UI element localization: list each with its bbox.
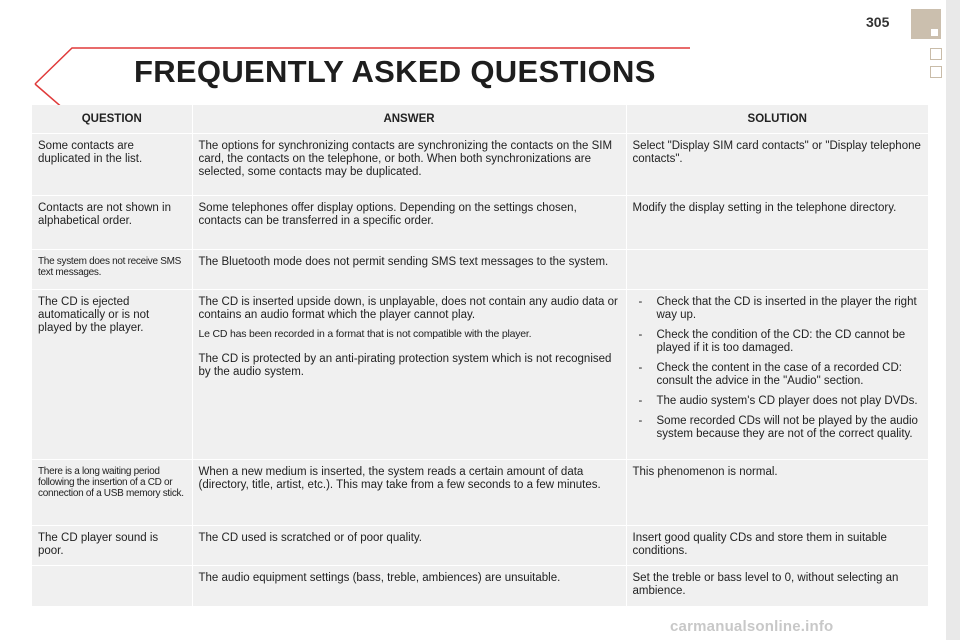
solution-cell: Insert good quality CDs and store them in suitable conditions.	[626, 526, 928, 566]
answer-paragraph: The CD is protected by an anti-pirating protection system which is not recognised by the audio system.	[198, 353, 612, 378]
side-strip	[946, 0, 960, 640]
solution-cell: Modify the display setting in the telephone directory.	[626, 196, 928, 250]
answer-cell: The options for synchronizing contacts are synchronizing the contacts on the SIM card, the contacts on the telephone, or both. When both synchronizations are selected, some contacts may be duplicated.	[192, 134, 626, 196]
table-header-row	[32, 105, 928, 134]
solution-list-item: - Check that the CD is inserted in the player the right way up.	[639, 296, 923, 322]
answer-paragraph: Le CD has been recorded in a format that is not compatible with the player.	[198, 328, 532, 340]
question-cell: Contacts are not shown in alphabetical order.	[32, 196, 192, 250]
chapter-marker-square	[930, 66, 942, 78]
table-row	[32, 290, 928, 460]
solution-list-item: - Check the condition of the CD: the CD cannot be played if it is too damaged.	[639, 329, 923, 355]
answer-cell	[192, 290, 626, 460]
question-cell: The CD player sound is poor.	[32, 526, 192, 566]
solution-cell	[626, 290, 928, 460]
answer-paragraph: The CD is inserted upside down, is unplayable, does not contain any audio data or contains an audio format which the player cannot play.	[198, 296, 618, 321]
table-row	[32, 460, 928, 526]
answer-header: ANSWER	[192, 105, 626, 134]
solution-list-item: - The audio system's CD player does not play DVDs.	[639, 395, 923, 408]
solution-cell: Set the treble or bass level to 0, without selecting an ambience.	[626, 566, 928, 606]
corner-tab	[911, 9, 941, 39]
faq-table	[32, 105, 928, 606]
question-cell: Some contacts are duplicated in the list.	[32, 134, 192, 196]
solution-cell: Select "Display SIM card contacts" or "Display telephone contacts".	[626, 134, 928, 196]
chapter-marker-square	[930, 48, 942, 60]
question-header: QUESTION	[32, 105, 192, 134]
solution-header: SOLUTION	[626, 105, 928, 134]
solution-list	[633, 296, 923, 441]
solution-cell	[626, 250, 928, 290]
solution-list-item: - Some recorded CDs will not be played by the audio system because they are not of the correct quality.	[639, 415, 923, 441]
table-row	[32, 134, 928, 196]
answer-cell: When a new medium is inserted, the system reads a certain amount of data (directory, title, artist, etc.). This may take from a few seconds to a few minutes.	[192, 460, 626, 526]
answer-cell: Some telephones offer display options. Depending on the settings chosen, contacts can be transferred in a specific order.	[192, 196, 626, 250]
answer-cell: The CD used is scratched or of poor quality.	[192, 526, 626, 566]
answer-cell: The audio equipment settings (bass, treble, ambiences) are unsuitable.	[192, 566, 626, 606]
table-row	[32, 526, 928, 566]
answer-cell: The Bluetooth mode does not permit sending SMS text messages to the system.	[192, 250, 626, 290]
question-cell: The system does not receive SMS text messages.	[32, 250, 192, 290]
solution-list-item: - Check the content in the case of a recorded CD: consult the advice in the "Audio" section.	[639, 362, 923, 388]
page-title: FREQUENTLY ASKED QUESTIONS	[134, 54, 656, 89]
solution-cell: This phenomenon is normal.	[626, 460, 928, 526]
table-row	[32, 566, 928, 606]
question-cell: The CD is ejected automatically or is not played by the player.	[32, 290, 192, 460]
question-cell	[32, 566, 192, 606]
table-row	[32, 250, 928, 290]
table-row	[32, 196, 928, 250]
question-cell: There is a long waiting period following the insertion of a CD or connection of a USB memory stick.	[32, 460, 192, 526]
corner-tab-dot	[931, 29, 938, 36]
watermark: carmanualsonline.info	[670, 618, 834, 635]
page-number: 305	[866, 14, 890, 30]
